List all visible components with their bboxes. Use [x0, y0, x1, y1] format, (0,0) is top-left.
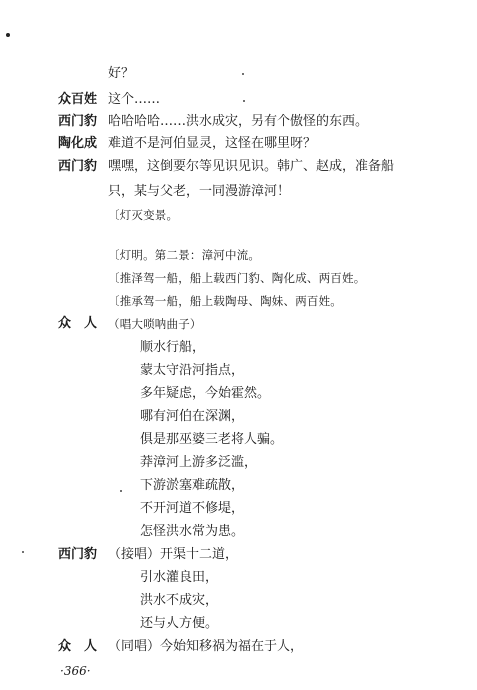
dialogue-text: （同唱）今始知移祸为福在于人， — [108, 639, 304, 654]
verse-line: 莽漳河上游多泛滥， — [140, 455, 258, 470]
dialogue-text: 只，某与父老，一同漫游漳河！ — [108, 184, 291, 199]
speaker-name: 陶化成 — [58, 136, 98, 151]
speck — [22, 551, 24, 553]
dialogue-text: 哈哈哈哈……洪水成灾，另有个傲怪的东西。 — [108, 114, 369, 129]
dialogue-text: 好？ — [108, 66, 135, 81]
stage-direction: 〔推泽驾一船，船上载西门豹、陶化成、两百姓。 — [108, 271, 366, 285]
verse-line: 蒙太守沿河指点， — [140, 363, 245, 378]
verse-line: 俱是那巫婆三老将人骗。 — [140, 432, 284, 447]
speck — [120, 490, 122, 492]
verse-line: 怎怪洪水常为患。 — [140, 524, 245, 539]
verse-line: 洪水不成灾， — [140, 593, 219, 608]
stage-direction: （唱大唢呐曲子） — [108, 317, 202, 331]
dialogue-text: （接唱）开渠十二道， — [108, 547, 239, 562]
dialogue-text: 难道不是河伯显灵，这怪在哪里呀？ — [108, 136, 317, 151]
dialogue-text: 这个…… — [108, 92, 161, 107]
speaker-name: 西门豹 — [58, 159, 98, 174]
speaker-name: 西门豹 — [58, 547, 98, 562]
speaker-name: 众 人 — [58, 639, 98, 654]
dialogue-text: 嘿嘿，这倒要尔等见识见识。韩广、赵成，准备船 — [108, 159, 395, 174]
speaker-name: 众 人 — [58, 316, 98, 331]
stage-direction: 〔推承驾一船，船上载陶母、陶妹、两百姓。 — [108, 294, 342, 308]
stage-direction: 〔灯灭变景。 — [108, 208, 179, 222]
verse-line: 多年疑虑，今始霍然。 — [140, 386, 271, 401]
speck — [243, 100, 245, 102]
verse-line: 下游淤塞难疏散， — [140, 478, 245, 493]
verse-line: 哪有河伯在深渊， — [140, 409, 245, 424]
page-number: ·366· — [60, 664, 91, 678]
speck — [242, 73, 244, 75]
speaker-name: 西门豹 — [58, 114, 98, 129]
verse-line: 不开河道不修堤， — [140, 501, 245, 516]
stage-direction: 〔灯明。第二景：漳河中流。 — [108, 248, 261, 262]
speaker-name: 众百姓 — [58, 92, 98, 107]
verse-line: 还与人方便。 — [140, 616, 219, 631]
margin-mark — [6, 33, 10, 37]
verse-line: 顺水行船， — [140, 340, 206, 355]
verse-line: 引水灌良田， — [140, 570, 219, 585]
